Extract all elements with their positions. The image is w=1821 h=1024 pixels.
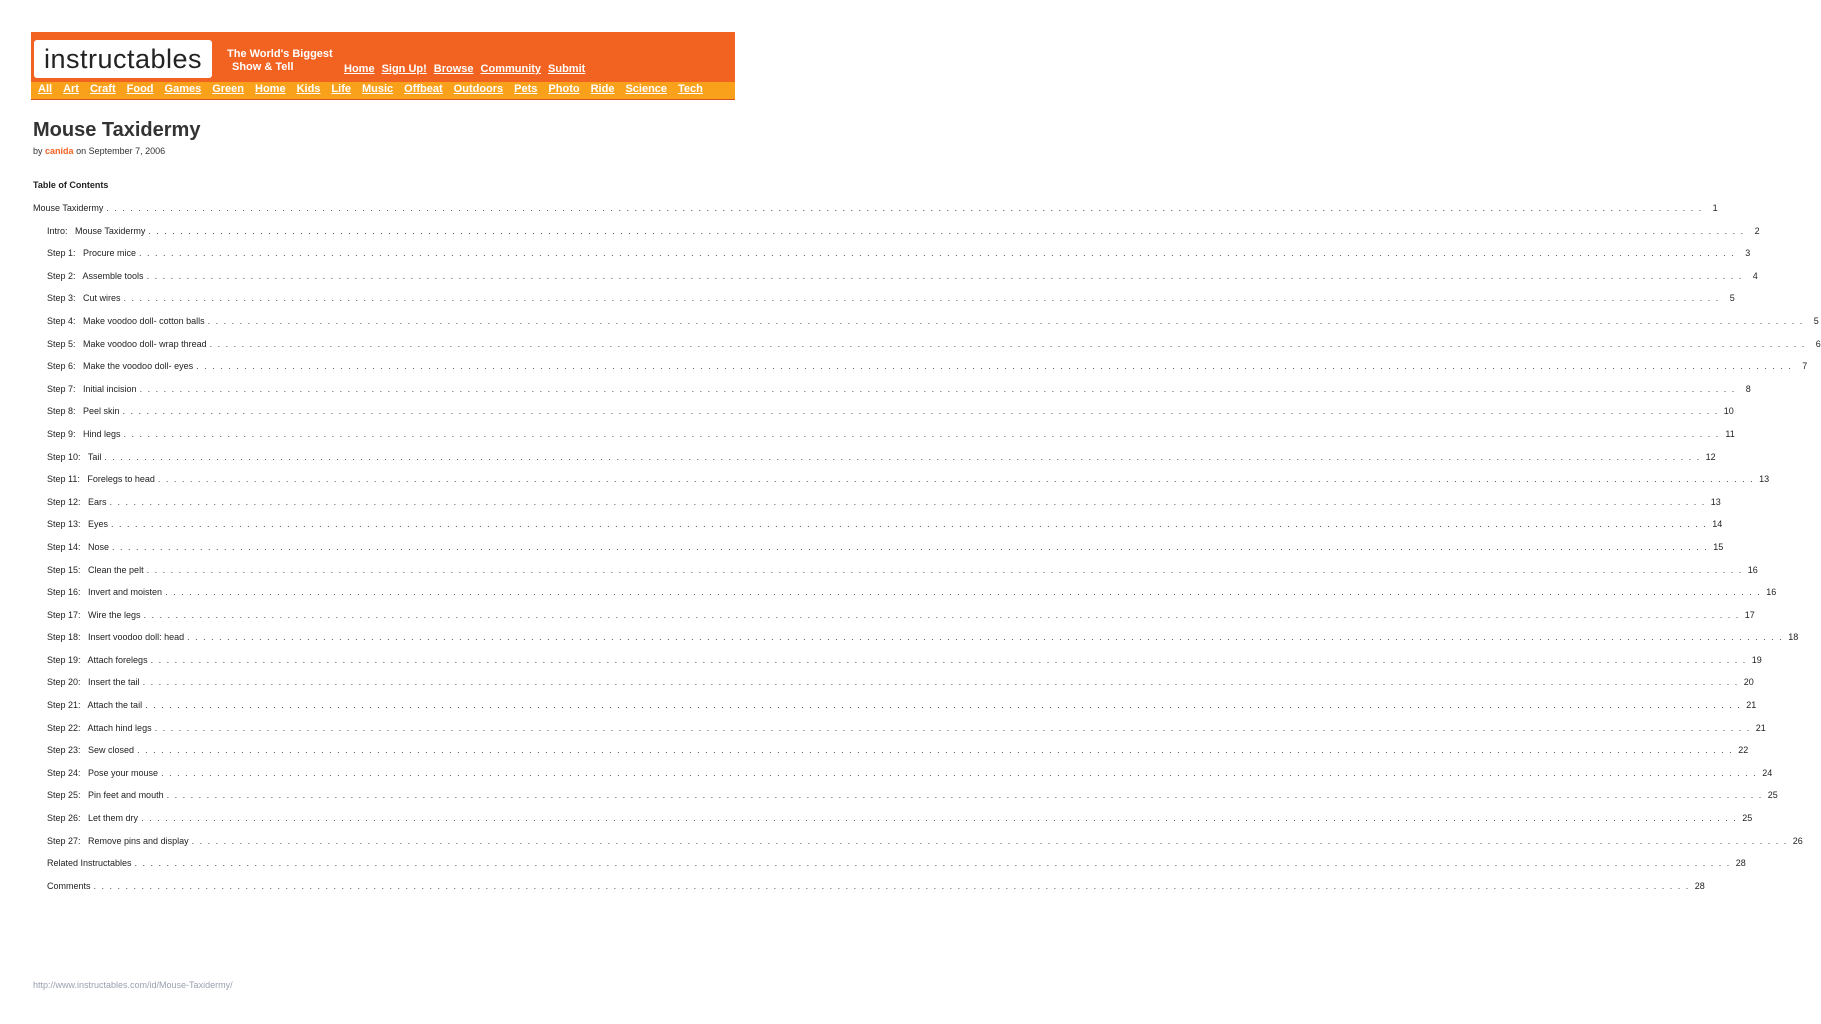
toc-entry-page: 28 xyxy=(1735,858,1746,869)
toc-leader-dots: . . . . . . . . . . . . . . . . . . . . . . . . . . . . . . . . . . . . . . . . . . . . . . . . . . . . . . . . . . . . . . . . . . . . . . . . . . . . . . . . . . . . . . . . . . . . . . . . . . . . . . . . . . . . . . . . . . . . . . . . . . . . . . . . . . . . . . . . . . . . . . . . . . . . . . . . . . . . . . . . . . . . . . . . . . . . . . . . . . . . . . . . . . . . . . . . . . . . . . . . xyxy=(150,654,1747,665)
toc-entry-page: 11 xyxy=(1725,428,1735,439)
toc-entry[interactable] xyxy=(33,858,1746,881)
toc-entry-page: 22 xyxy=(1738,745,1749,756)
site-header xyxy=(31,32,735,100)
toc-leader-dots: . . . . . . . . . . . . . . . . . . . . . . . . . . . . . . . . . . . . . . . . . . . . . . . . . . . . . . . . . . . . . . . . . . . . . . . . . . . . . . . . . . . . . . . . . . . . . . . . . . . . . . . . . . . . . . . . . . . . . . . . . . . . . . . . . . . . . . . . . . . . . . . . . . . . . . . . . . . . . . . . . . . . . . . . . . . . . . . . . . . . . . . . . . . . . . . . . . . . . . . . xyxy=(165,587,1762,598)
nav-link-home[interactable]: Home xyxy=(344,63,375,75)
toc-entry-label: Step 19: Attach forelegs xyxy=(47,654,148,665)
toc-leader-dots: . . . . . . . . . . . . . . . . . . . . . . . . . . . . . . . . . . . . . . . . . . . . . . . . . . . . . . . . . . . . . . . . . . . . . . . . . . . . . . . . . . . . . . . . . . . . . . . . . . . . . . . . . . . . . . . . . . . . . . . . . . . . . . . . . . . . . . . . . . . . . . . . . . . . . . . . . . . . . . . . . . . . . . . . . . . . . . . . . . . . . . . . . . . . . . . . . . . . . . . . xyxy=(123,428,1720,439)
toc-leader-dots: . . . . . . . . . . . . . . . . . . . . . . . . . . . . . . . . . . . . . . . . . . . . . . . . . . . . . . . . . . . . . . . . . . . . . . . . . . . . . . . . . . . . . . . . . . . . . . . . . . . . . . . . . . . . . . . . . . . . . . . . . . . . . . . . . . . . . . . . . . . . . . . . . . . . . . . . . . . . . . . . . . . . . . . . . . . . . . . . . . . . . . . . . . . . . . . . . . . . . . . . xyxy=(122,406,1719,417)
toc-leader-dots: . . . . . . . . . . . . . . . . . . . . . . . . . . . . . . . . . . . . . . . . . . . . . . . . . . . . . . . . . . . . . . . . . . . . . . . . . . . . . . . . . . . . . . . . . . . . . . . . . . . . . . . . . . . . . . . . . . . . . . . . . . . . . . . . . . . . . . . . . . . . . . . . . . . . . . . . . . . . . . . . . . . . . . . . . . . . . . . . . . . . . . . . . . . . . . . . . . . . . . . . xyxy=(187,632,1784,643)
byline xyxy=(33,146,165,156)
category-link-music[interactable]: Music xyxy=(361,83,394,95)
toc-entry-label: Step 9: Hind legs xyxy=(47,428,121,439)
toc-entry-label: Step 23: Sew closed xyxy=(47,745,135,756)
toc-entry-label: Mouse Taxidermy xyxy=(33,203,104,213)
toc-entry-page: 5 xyxy=(1813,315,1819,326)
tagline-line-2: Show & Tell xyxy=(232,61,294,73)
toc-entry[interactable] xyxy=(33,248,1751,271)
toc-entry-label: Step 26: Let them dry xyxy=(47,813,139,824)
toc-entry[interactable] xyxy=(33,406,1734,429)
toc-entry[interactable] xyxy=(33,745,1749,768)
toc-entry-page: 14 xyxy=(1712,519,1723,530)
toc-leader-dots: . . . . . . . . . . . . . . . . . . . . . . . . . . . . . . . . . . . . . . . . . . . . . . . . . . . . . . . . . . . . . . . . . . . . . . . . . . . . . . . . . . . . . . . . . . . . . . . . . . . . . . . . . . . . . . . . . . . . . . . . . . . . . . . . . . . . . . . . . . . . . . . . . . . . . . . . . . . . . . . . . . . . . . . . . . . . . . . . . . . . . . . . . . . . . . . . . . . . . . . . xyxy=(161,767,1758,778)
toc-entry[interactable] xyxy=(33,700,1757,723)
publish-date: on September 7, 2006 xyxy=(76,146,166,156)
toc-entry[interactable] xyxy=(33,338,1821,362)
toc-entry-page: 13 xyxy=(1759,474,1770,485)
toc-entry-label: Step 2: Assemble tools xyxy=(47,270,144,281)
category-link-kids[interactable]: Kids xyxy=(296,83,321,95)
toc-entry-page: 8 xyxy=(1745,383,1751,394)
category-link-craft[interactable]: Craft xyxy=(89,83,116,95)
toc-entry-label: Step 12: Ears xyxy=(47,496,107,507)
toc-entry-label: Comments xyxy=(47,880,91,891)
toc-entry[interactable] xyxy=(33,203,1718,226)
toc-entry-page: 10 xyxy=(1723,406,1734,417)
toc-entry-label: Step 3: Cut wires xyxy=(47,293,121,304)
tagline-line-1: The World's Biggest xyxy=(227,48,333,60)
site-logo[interactable] xyxy=(34,40,212,78)
toc-entry[interactable] xyxy=(33,587,1777,610)
toc-entry[interactable] xyxy=(33,361,1808,384)
toc-entry-page: 13 xyxy=(1710,496,1721,507)
toc-entry-page: 16 xyxy=(1766,587,1777,598)
nav-link-browse[interactable]: Browse xyxy=(433,63,474,75)
toc-entry-page: 21 xyxy=(1755,722,1766,733)
toc-entry-page: 2 xyxy=(1754,225,1760,236)
toc-entry[interactable] xyxy=(33,474,1770,497)
nav-link-submit[interactable]: Submit xyxy=(548,63,586,75)
toc-entry-page: 19 xyxy=(1751,654,1762,665)
toc-entry-label: Step 6: Make the voodoo doll- eyes xyxy=(47,361,194,372)
toc-entry-page: 20 xyxy=(1743,677,1754,688)
toc-entry[interactable] xyxy=(33,632,1799,655)
toc-leader-dots: . . . . . . . . . . . . . . . . . . . . . . . . . . . . . . . . . . . . . . . . . . . . . . . . . . . . . . . . . . . . . . . . . . . . . . . . . . . . . . . . . . . . . . . . . . . . . . . . . . . . . . . . . . . . . . . . . . . . . . . . . . . . . . . . . . . . . . . . . . . . . . . . . . . . . . . . . . . . . . . . . . . . . . . . . . . . . . . . . . . . . . . . . . . . . . . . . . . . . . . . xyxy=(139,248,1736,259)
toc-entry-page: 17 xyxy=(1744,609,1755,620)
toc-entry-page: 28 xyxy=(1694,880,1705,891)
toc-entry-label: Step 25: Pin feet and mouth xyxy=(47,790,164,801)
toc-entry[interactable] xyxy=(33,428,1735,452)
toc-entry-label: Step 4: Make voodoo doll- cotton balls xyxy=(47,315,205,326)
toc-entry-page: 12 xyxy=(1705,451,1716,462)
toc-entry[interactable] xyxy=(33,609,1755,633)
toc-entry[interactable] xyxy=(33,541,1724,565)
toc-entry[interactable] xyxy=(33,835,1803,859)
toc-entry-page: 18 xyxy=(1788,632,1799,643)
toc-entry-label: Step 1: Procure mice xyxy=(47,248,137,259)
page-title: Mouse Taxidermy xyxy=(33,119,201,141)
toc-entry-page: 7 xyxy=(1802,361,1808,372)
category-link-outdoors[interactable]: Outdoors xyxy=(453,83,504,95)
category-link-art[interactable]: Art xyxy=(63,83,79,95)
category-link-photo[interactable]: Photo xyxy=(548,83,580,95)
category-link-pets[interactable]: Pets xyxy=(514,83,538,95)
toc-entry-label: Step 24: Pose your mouse xyxy=(47,767,159,778)
toc-leader-dots: . . . . . . . . . . . . . . . . . . . . . . . . . . . . . . . . . . . . . . . . . . . . . . . . . . . . . . . . . . . . . . . . . . . . . . . . . . . . . . . . . . . . . . . . . . . . . . . . . . . . . . . . . . . . . . . . . . . . . . . . . . . . . . . . . . . . . . . . . . . . . . . . . . . . . . . . . . . . . . . . . . . . . . . . . . . . . . . . . . . . . . . . . . . . . . . . . . . . . . . . xyxy=(143,609,1740,620)
category-link-ride[interactable]: Ride xyxy=(590,83,615,95)
toc-entry-page: 25 xyxy=(1767,790,1778,801)
toc-entry-page: 26 xyxy=(1792,835,1803,846)
toc-entry[interactable] xyxy=(33,880,1705,904)
toc-entry-page: 4 xyxy=(1752,270,1758,281)
toc-heading: Table of Contents xyxy=(33,180,109,190)
toc-leader-dots: . . . . . . . . . . . . . . . . . . . . . . . . . . . . . . . . . . . . . . . . . . . . . . . . . . . . . . . . . . . . . . . . . . . . . . . . . . . . . . . . . . . . . . . . . . . . . . . . . . . . . . . . . . . . . . . . . . . . . . . . . . . . . . . . . . . . . . . . . . . . . . . . . . . . . . . . . . . . . . . . . . . . . . . . . . . . . . . . . . . . . . . . . . . . . . . . . . . . . . . . xyxy=(106,203,1703,213)
toc-entry[interactable] xyxy=(33,451,1716,475)
toc-entry[interactable] xyxy=(33,564,1758,588)
toc-entry-label: Step 20: Insert the tail xyxy=(47,677,140,688)
top-nav xyxy=(344,63,585,75)
toc-leader-dots: . . . . . . . . . . . . . . . . . . . . . . . . . . . . . . . . . . . . . . . . . . . . . . . . . . . . . . . . . . . . . . . . . . . . . . . . . . . . . . . . . . . . . . . . . . . . . . . . . . . . . . . . . . . . . . . . . . . . . . . . . . . . . . . . . . . . . . . . . . . . . . . . . . . . . . . . . . . . . . . . . . . . . . . . . . . . . . . . . . . . . . . . . . . . . . . . . . . . . . . . xyxy=(157,474,1755,485)
toc-entry-label: Step 14: Nose xyxy=(47,541,110,552)
toc-leader-dots: . . . . . . . . . . . . . . . . . . . . . . . . . . . . . . . . . . . . . . . . . . . . . . . . . . . . . . . . . . . . . . . . . . . . . . . . . . . . . . . . . . . . . . . . . . . . . . . . . . . . . . . . . . . . . . . . . . . . . . . . . . . . . . . . . . . . . . . . . . . . . . . . . . . . . . . . . . . . . . . . . . . . . . . . . . . . . . . . . . . . . . . . . . . . . . . . . . . . . . . . xyxy=(112,541,1709,552)
toc-entry-page: 1 xyxy=(1712,203,1718,213)
toc-entry-page: 3 xyxy=(1745,248,1751,259)
category-link-offbeat[interactable]: Offbeat xyxy=(404,83,443,95)
toc-leader-dots: . . . . . . . . . . . . . . . . . . . . . . . . . . . . . . . . . . . . . . . . . . . . . . . . . . . . . . . . . . . . . . . . . . . . . . . . . . . . . . . . . . . . . . . . . . . . . . . . . . . . . . . . . . . . . . . . . . . . . . . . . . . . . . . . . . . . . . . . . . . . . . . . . . . . . . . . . . . . . . . . . . . . . . . . . . . . . . . . . . . . . . . . . . . . . . . . . . . . . . . . xyxy=(146,270,1743,281)
toc-entry[interactable] xyxy=(33,677,1754,700)
table-of-contents xyxy=(33,203,1821,903)
toc-entry-label: Step 8: Peel skin xyxy=(47,406,120,417)
toc-entry[interactable] xyxy=(33,293,1735,316)
category-nav xyxy=(38,83,714,95)
toc-entry-label: Step 10: Tail xyxy=(47,451,102,462)
toc-entry-label: Step 5: Make voodoo doll- wrap thread xyxy=(47,338,207,349)
toc-entry-page: 15 xyxy=(1713,541,1724,552)
category-link-food[interactable]: Food xyxy=(126,83,154,95)
toc-entry-label: Step 21: Attach the tail xyxy=(47,700,143,711)
tagline xyxy=(227,48,337,74)
toc-leader-dots: . . . . . . . . . . . . . . . . . . . . . . . . . . . . . . . . . . . . . . . . . . . . . . . . . . . . . . . . . . . . . . . . . . . . . . . . . . . . . . . . . . . . . . . . . . . . . . . . . . . . . . . . . . . . . . . . . . . . . . . . . . . . . . . . . . . . . . . . . . . . . . . . . . . . . . . . . . . . . . . . . . . . . . . . . . . . . . . . . . . . . . . . . . . . . . . . . . . . . . . . xyxy=(139,383,1736,394)
category-bar xyxy=(31,82,735,99)
toc-entry[interactable] xyxy=(33,767,1773,791)
toc-entry-label: Step 15: Clean the pelt xyxy=(47,564,144,575)
category-link-science[interactable]: Science xyxy=(625,83,668,95)
toc-leader-dots: . . . . . . . . . . . . . . . . . . . . . . . . . . . . . . . . . . . . . . . . . . . . . . . . . . . . . . . . . . . . . . . . . . . . . . . . . . . . . . . . . . . . . . . . . . . . . . . . . . . . . . . . . . . . . . . . . . . . . . . . . . . . . . . . . . . . . . . . . . . . . . . . . . . . . . . . . . . . . . . . . . . . . . . . . . . . . . . . . . . . . . . . . . . . . . . . . . . . . . . . xyxy=(154,722,1751,733)
toc-entry-label: Intro: Mouse Taxidermy xyxy=(47,225,146,236)
toc-leader-dots: . . . . . . . . . . . . . . . . . . . . . . . . . . . . . . . . . . . . . . . . . . . . . . . . . . . . . . . . . . . . . . . . . . . . . . . . . . . . . . . . . . . . . . . . . . . . . . . . . . . . . . . . . . . . . . . . . . . . . . . . . . . . . . . . . . . . . . . . . . . . . . . . . . . . . . . . . . . . . . . . . . . . . . . . . . . . . . . . . . . . . . . . . . . . . . . . . . . . . . . . xyxy=(146,564,1743,575)
toc-entry-label: Step 18: Insert voodoo doll: head xyxy=(47,632,185,643)
author-link[interactable]: canida xyxy=(45,146,74,156)
toc-entry-label: Step 16: Invert and moisten xyxy=(47,587,163,598)
category-link-games[interactable]: Games xyxy=(164,83,202,95)
toc-entry[interactable] xyxy=(33,315,1819,339)
logo-text: instructables xyxy=(43,43,203,74)
toc-entry[interactable] xyxy=(33,225,1760,249)
toc-leader-dots: . . . . . . . . . . . . . . . . . . . . . . . . . . . . . . . . . . . . . . . . . . . . . . . . . . . . . . . . . . . . . . . . . . . . . . . . . . . . . . . . . . . . . . . . . . . . . . . . . . . . . . . . . . . . . . . . . . . . . . . . . . . . . . . . . . . . . . . . . . . . . . . . . . . . . . . . . . . . . . . . . . . . . . . . . . . . . . . . . . . . . . . . . . . . . . . . . . . . . . . . xyxy=(166,790,1763,801)
toc-leader-dots: . . . . . . . . . . . . . . . . . . . . . . . . . . . . . . . . . . . . . . . . . . . . . . . . . . . . . . . . . . . . . . . . . . . . . . . . . . . . . . . . . . . . . . . . . . . . . . . . . . . . . . . . . . . . . . . . . . . . . . . . . . . . . . . . . . . . . . . . . . . . . . . . . . . . . . . . . . . . . . . . . . . . . . . . . . . . . . . . . . . . . . . . . . . . . . . . . . . . . . . . xyxy=(123,293,1720,304)
toc-leader-dots: . . . . . . . . . . . . . . . . . . . . . . . . . . . . . . . . . . . . . . . . . . . . . . . . . . . . . . . . . . . . . . . . . . . . . . . . . . . . . . . . . . . . . . . . . . . . . . . . . . . . . . . . . . . . . . . . . . . . . . . . . . . . . . . . . . . . . . . . . . . . . . . . . . . . . . . . . . . . . . . . . . . . . . . . . . . . . . . . . . . . . . . . . . . . . . . . . . . . . . . . xyxy=(141,813,1738,824)
toc-leader-dots: . . . . . . . . . . . . . . . . . . . . . . . . . . . . . . . . . . . . . . . . . . . . . . . . . . . . . . . . . . . . . . . . . . . . . . . . . . . . . . . . . . . . . . . . . . . . . . . . . . . . . . . . . . . . . . . . . . . . . . . . . . . . . . . . . . . . . . . . . . . . . . . . . . . . . . . . . . . . . . . . . . . . . . . . . . . . . . . . . . . . . . . . . . . . . . . . . . . . . . . . xyxy=(104,451,1701,462)
toc-entry-page: 21 xyxy=(1746,700,1757,711)
toc-entry-page: 6 xyxy=(1815,338,1821,349)
toc-leader-dots: . . . . . . . . . . . . . . . . . . . . . . . . . . . . . . . . . . . . . . . . . . . . . . . . . . . . . . . . . . . . . . . . . . . . . . . . . . . . . . . . . . . . . . . . . . . . . . . . . . . . . . . . . . . . . . . . . . . . . . . . . . . . . . . . . . . . . . . . . . . . . . . . . . . . . . . . . . . . . . . . . . . . . . . . . . . . . . . . . . . . . . . . . . . . . . . . . . . . . . . . xyxy=(207,315,1804,326)
toc-leader-dots: . . . . . . . . . . . . . . . . . . . . . . . . . . . . . . . . . . . . . . . . . . . . . . . . . . . . . . . . . . . . . . . . . . . . . . . . . . . . . . . . . . . . . . . . . . . . . . . . . . . . . . . . . . . . . . . . . . . . . . . . . . . . . . . . . . . . . . . . . . . . . . . . . . . . . . . . . . . . . . . . . . . . . . . . . . . . . . . . . . . . . . . . . . . . . . . . . . . . . . . . xyxy=(134,858,1731,869)
toc-entry[interactable] xyxy=(33,654,1762,678)
toc-leader-dots: . . . . . . . . . . . . . . . . . . . . . . . . . . . . . . . . . . . . . . . . . . . . . . . . . . . . . . . . . . . . . . . . . . . . . . . . . . . . . . . . . . . . . . . . . . . . . . . . . . . . . . . . . . . . . . . . . . . . . . . . . . . . . . . . . . . . . . . . . . . . . . . . . . . . . . . . . . . . . . . . . . . . . . . . . . . . . . . . . . . . . . . . . . . . . . . . . . . . . . . . xyxy=(148,225,1745,236)
toc-entry-label: Step 17: Wire the legs xyxy=(47,609,141,620)
toc-leader-dots: . . . . . . . . . . . . . . . . . . . . . . . . . . . . . . . . . . . . . . . . . . . . . . . . . . . . . . . . . . . . . . . . . . . . . . . . . . . . . . . . . . . . . . . . . . . . . . . . . . . . . . . . . . . . . . . . . . . . . . . . . . . . . . . . . . . . . . . . . . . . . . . . . . . . . . . . . . . . . . . . . . . . . . . . . . . . . . . . . . . . . . . . . . . . . . . . . . . . . . . . xyxy=(209,338,1806,349)
category-link-green[interactable]: Green xyxy=(212,83,245,95)
nav-link-community[interactable]: Community xyxy=(480,63,542,75)
toc-entry-label: Step 27: Remove pins and display xyxy=(47,835,189,846)
toc-leader-dots: . . . . . . . . . . . . . . . . . . . . . . . . . . . . . . . . . . . . . . . . . . . . . . . . . . . . . . . . . . . . . . . . . . . . . . . . . . . . . . . . . . . . . . . . . . . . . . . . . . . . . . . . . . . . . . . . . . . . . . . . . . . . . . . . . . . . . . . . . . . . . . . . . . . . . . . . . . . . . . . . . . . . . . . . . . . . . . . . . . . . . . . . . . . . . . . . . . . . . . . . xyxy=(109,496,1706,507)
toc-entry[interactable] xyxy=(33,813,1753,836)
nav-link-sign-up[interactable]: Sign Up! xyxy=(381,63,427,75)
toc-leader-dots: . . . . . . . . . . . . . . . . . . . . . . . . . . . . . . . . . . . . . . . . . . . . . . . . . . . . . . . . . . . . . . . . . . . . . . . . . . . . . . . . . . . . . . . . . . . . . . . . . . . . . . . . . . . . . . . . . . . . . . . . . . . . . . . . . . . . . . . . . . . . . . . . . . . . . . . . . . . . . . . . . . . . . . . . . . . . . . . . . . . . . . . . . . . . . . . . . . . . . . . . xyxy=(142,677,1739,688)
toc-entry-label: Step 7: Initial incision xyxy=(47,383,137,394)
footer-url[interactable]: http://www.instructables.com/id/Mouse-Taxidermy/ xyxy=(33,980,233,990)
toc-leader-dots: . . . . . . . . . . . . . . . . . . . . . . . . . . . . . . . . . . . . . . . . . . . . . . . . . . . . . . . . . . . . . . . . . . . . . . . . . . . . . . . . . . . . . . . . . . . . . . . . . . . . . . . . . . . . . . . . . . . . . . . . . . . . . . . . . . . . . . . . . . . . . . . . . . . . . . . . . . . . . . . . . . . . . . . . . . . . . . . . . . . . . . . . . . . . . . . . . . . . . . . . xyxy=(145,700,1742,711)
toc-leader-dots: . . . . . . . . . . . . . . . . . . . . . . . . . . . . . . . . . . . . . . . . . . . . . . . . . . . . . . . . . . . . . . . . . . . . . . . . . . . . . . . . . . . . . . . . . . . . . . . . . . . . . . . . . . . . . . . . . . . . . . . . . . . . . . . . . . . . . . . . . . . . . . . . . . . . . . . . . . . . . . . . . . . . . . . . . . . . . . . . . . . . . . . . . . . . . . . . . . . . . . . . xyxy=(111,519,1708,530)
category-link-life[interactable]: Life xyxy=(331,83,351,95)
toc-entry[interactable] xyxy=(33,383,1751,407)
toc-leader-dots: . . . . . . . . . . . . . . . . . . . . . . . . . . . . . . . . . . . . . . . . . . . . . . . . . . . . . . . . . . . . . . . . . . . . . . . . . . . . . . . . . . . . . . . . . . . . . . . . . . . . . . . . . . . . . . . . . . . . . . . . . . . . . . . . . . . . . . . . . . . . . . . . . . . . . . . . . . . . . . . . . . . . . . . . . . . . . . . . . . . . . . . . . . . . . . . . . . . . . . . . xyxy=(191,835,1788,846)
category-link-all[interactable]: All xyxy=(38,83,53,95)
toc-leader-dots: . . . . . . . . . . . . . . . . . . . . . . . . . . . . . . . . . . . . . . . . . . . . . . . . . . . . . . . . . . . . . . . . . . . . . . . . . . . . . . . . . . . . . . . . . . . . . . . . . . . . . . . . . . . . . . . . . . . . . . . . . . . . . . . . . . . . . . . . . . . . . . . . . . . . . . . . . . . . . . . . . . . . . . . . . . . . . . . . . . . . . . . . . . . . . . . . . . . . . . . . xyxy=(137,745,1734,756)
toc-entry[interactable] xyxy=(33,496,1721,520)
toc-entry[interactable] xyxy=(33,722,1766,746)
toc-entry[interactable] xyxy=(33,270,1758,294)
toc-entry-label: Step 22: Attach hind legs xyxy=(47,722,152,733)
byline-prefix: by xyxy=(33,146,43,156)
toc-entry-page: 24 xyxy=(1762,767,1773,778)
toc-entry-page: 16 xyxy=(1747,564,1758,575)
toc-entry[interactable] xyxy=(33,519,1723,542)
toc-leader-dots: . . . . . . . . . . . . . . . . . . . . . . . . . . . . . . . . . . . . . . . . . . . . . . . . . . . . . . . . . . . . . . . . . . . . . . . . . . . . . . . . . . . . . . . . . . . . . . . . . . . . . . . . . . . . . . . . . . . . . . . . . . . . . . . . . . . . . . . . . . . . . . . . . . . . . . . . . . . . . . . . . . . . . . . . . . . . . . . . . . . . . . . . . . . . . . . . . . . . . . . . xyxy=(196,361,1793,372)
toc-entry[interactable] xyxy=(33,790,1778,813)
toc-entry-label: Step 13: Eyes xyxy=(47,519,109,530)
toc-entry-label: Step 11: Forelegs to head xyxy=(47,474,155,485)
toc-entry-page: 25 xyxy=(1742,813,1753,824)
toc-leader-dots: . . . . . . . . . . . . . . . . . . . . . . . . . . . . . . . . . . . . . . . . . . . . . . . . . . . . . . . . . . . . . . . . . . . . . . . . . . . . . . . . . . . . . . . . . . . . . . . . . . . . . . . . . . . . . . . . . . . . . . . . . . . . . . . . . . . . . . . . . . . . . . . . . . . . . . . . . . . . . . . . . . . . . . . . . . . . . . . . . . . . . . . . . . . . . . . . . . . . . . . . xyxy=(93,880,1690,891)
toc-entry-label: Related Instructables xyxy=(47,858,132,869)
category-link-tech[interactable]: Tech xyxy=(678,83,703,95)
category-link-home[interactable]: Home xyxy=(255,83,286,95)
toc-entry-page: 5 xyxy=(1729,293,1735,304)
